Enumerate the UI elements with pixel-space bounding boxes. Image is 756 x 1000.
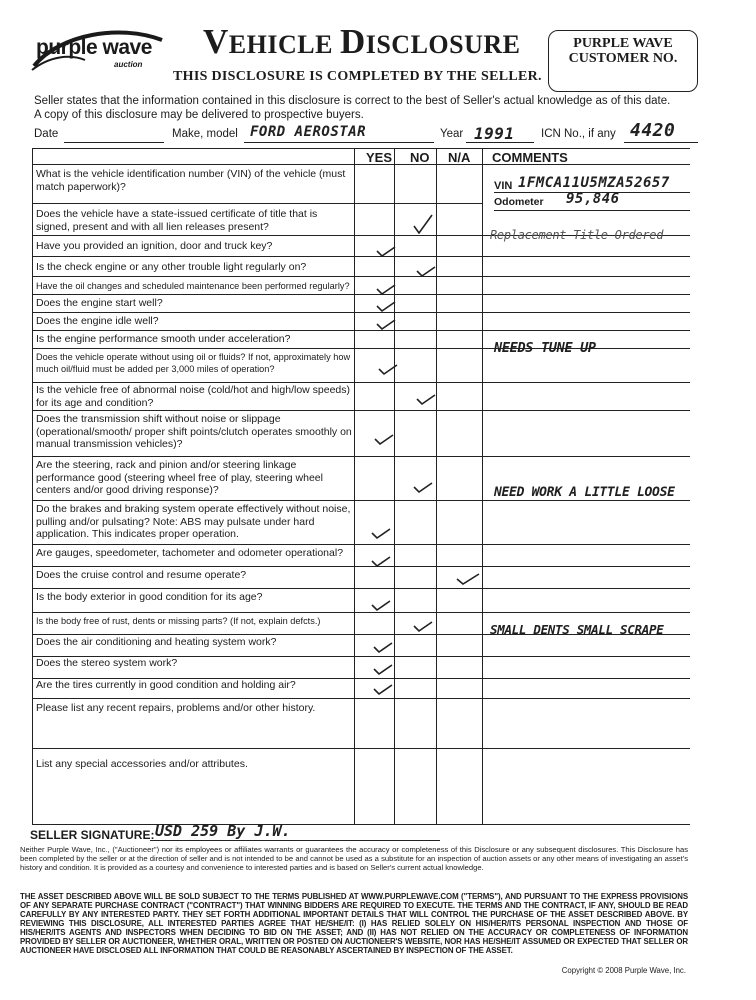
checkmark-icon[interactable] <box>370 598 392 612</box>
vin-value: 1FMCA11U5MZA52657 <box>518 175 670 191</box>
question-rust-dents: Is the body free of rust, dents or missing parts? (If not, explain defcts.) <box>36 616 321 626</box>
header-rule <box>32 164 690 165</box>
question-engine-start: Does the engine start well? <box>36 297 163 309</box>
vin-label: VIN <box>494 180 513 192</box>
checkmark-icon[interactable] <box>375 282 397 296</box>
checkmark-icon[interactable] <box>415 392 437 406</box>
question-engine-performance: Is the engine performance smooth under acceleration? <box>36 333 291 345</box>
checkmark-icon[interactable] <box>412 214 434 228</box>
page-subtitle: THIS DISCLOSURE IS COMPLETED BY THE SELLER. <box>173 69 542 84</box>
question-engine-idle: Does the engine idle well? <box>36 315 159 327</box>
checkmark-icon[interactable] <box>370 526 392 540</box>
icn-field[interactable] <box>624 142 698 143</box>
question-title: Does the vehicle have a state-issued certificate of title that is signed, present and with all lien releases present? <box>36 208 318 233</box>
copyright-text: Copyright © 2008 Purple Wave, Inc. <box>561 966 686 975</box>
column-header-comments: COMMENTS <box>492 150 568 165</box>
question-oil-changes: Have the oil changes and scheduled maintenance been performed regularly? <box>36 281 350 291</box>
logo-text: purple wave <box>36 36 152 59</box>
question-abnormal-noise: Is the vehicle free of abnormal noise (cold/hot and high/low speeds) for its age and condition? <box>36 384 351 409</box>
terms-text: THE ASSET DESCRIBED ABOVE WILL BE SOLD SUBJECT TO THE TERMS PUBLISHED AT WWW.PURPLEWAVE.COM ("TERMS"), AND PURSUANT TO THE EXPRESS PROVISIONS OF ANY SEPARATE PURCHASE CONTRACT ("CONTRACT") THAT WINNING BIDDERS ARE REQUIRED TO EXECUTE. THE TERMS AND THE CONTRACT, IF ANY, SHOULD BE READ CAREFULLY BY ANY INTERESTED PARTY. THEY SET FORTH ADDITIONAL IMPORTANT DETAILS THAT WILL CONTROL THE PURCHASE OF THE ASSET DESCRIBED ABOVE. BY REVIEWING THIS DISCLOSURE, ALL INTERESTED PARTIES AGREE THAT HE/SHE/IT: (I) HAS RELIED SOLELY ON HIS/HER/ITS PERSONAL INSPECTION AND THOSE OF HIS/HER/ITS AGENTS AND INSPECTORS WHEN DECIDING TO BID ON THE ASSET; AND (II) HAS NOT RELIED ON THE ACCURACY OR COMPLETENESS OF INFORMATION PROVIDED BY SELLER OR AUCTIONEER, WHETHER ORAL, WRITTEN OR POSTED ON AUCTIONEER'S WEBSITE, NOR HAS HE/SHE/IT ASSUMED OR EXPECTED THAT SELLER OR AUCTIONEER HAVE DISCLOSED ALL INFORMATION THAT COULD BE REASONABLY ASCERTAINED BY INSPECTION OF THE ASSET. <box>20 892 688 955</box>
question-stereo: Does the stereo system work? <box>36 657 178 669</box>
question-tires: Are the tires currently in good condition and holding air? <box>36 679 296 691</box>
question-cruise-control: Does the cruise control and resume operate? <box>36 569 247 581</box>
checkmark-icon[interactable] <box>370 554 392 568</box>
checkmark-icon[interactable] <box>412 480 434 494</box>
checkmark-icon[interactable] <box>372 682 394 696</box>
table-top-rule <box>32 148 690 149</box>
odometer-label: Odometer <box>494 196 544 208</box>
year-label: Year <box>440 128 464 140</box>
question-brakes: Do the brakes and braking system operate effectively without noise, pulling and/or pulsating? Note: ABS may pulsate under hard application. This indicates proper operation. <box>36 503 351 540</box>
comment-engine-performance: NEEDS TUNE UP <box>494 340 596 356</box>
make-model-field[interactable] <box>244 142 434 143</box>
question-check-engine: Is the check engine or any other trouble light regularly on? <box>36 261 307 273</box>
question-accessories: List any special accessories and/or attributes. <box>36 758 248 770</box>
intro-text: Seller states that the information contained in this disclosure is correct to the best of Seller's actual knowledge as of this date. A copy of this disclosure may be delivered to prospective buyers. <box>34 95 671 121</box>
checkmark-icon[interactable] <box>375 317 397 331</box>
date-label: Date <box>34 128 59 140</box>
checkmark-icon[interactable] <box>455 572 477 586</box>
question-steering: Are the steering, rack and pinion and/or steering linkage performance good (steering wheel free of play, steering wheel centers and/or good driving response)? <box>36 459 323 496</box>
question-vin: What is the vehicle identification number (VIN) of the vehicle (must match paperwork)? <box>36 168 346 193</box>
column-header-na: N/A <box>448 150 471 165</box>
seller-signature-value: USD 259 By J.W. <box>155 822 291 840</box>
question-recent-repairs: Please list any recent repairs, problems and/or other history. <box>36 702 316 714</box>
seller-signature-field[interactable] <box>150 840 440 841</box>
purple-wave-logo <box>30 26 170 76</box>
comment-body-dents: SMALL DENTS SMALL SCRAPE <box>490 622 664 637</box>
checkmark-icon[interactable] <box>415 264 437 278</box>
column-header-yes: YES <box>366 150 393 165</box>
question-keys: Have you provided an ignition, door and truck key? <box>36 240 273 252</box>
question-gauges: Are gauges, speedometer, tachometer and odometer operational? <box>36 547 344 559</box>
icn-value: 4420 <box>630 120 676 141</box>
yes-col-divider <box>354 148 355 824</box>
table-bottom-rule <box>32 824 690 825</box>
logo-subtext: auction <box>114 60 143 69</box>
question-body-exterior: Is the body exterior in good condition for its age? <box>36 591 263 603</box>
question-transmission: Does the transmission shift without noise or slippage (operational/smooth/ proper shift points/clutch operates smoothly on manual transmission vehicles)? <box>36 413 352 450</box>
odometer-value: 95,846 <box>566 191 620 207</box>
seller-signature-label: SELLER SIGNATURE: <box>30 828 155 842</box>
checkmark-icon[interactable] <box>375 244 397 258</box>
column-header-no: NO <box>410 150 430 165</box>
make-model-label: Make, model <box>172 128 238 140</box>
customer-number-box: PURPLE WAVE CUSTOMER NO. <box>548 30 698 92</box>
comments-col-divider <box>482 148 483 824</box>
checkmark-icon[interactable] <box>372 640 394 654</box>
checkmark-icon[interactable] <box>372 662 394 676</box>
comment-title: Replacement Title Ordered <box>490 228 664 242</box>
page-title: VEHICLE DISCLOSURE <box>203 22 521 61</box>
date-field[interactable] <box>64 142 164 143</box>
na-col-divider <box>436 148 437 824</box>
checkmark-icon[interactable] <box>373 432 395 446</box>
make-model-value: FORD AEROSTAR <box>250 124 367 140</box>
question-oil-fluids: Does the vehicle operate without using oil or fluids? If not, approximately how much oil/fluid must be added per 3,000 miles of operation? <box>36 352 351 374</box>
disclaimer-text: Neither Purple Wave, Inc., ("Auctioneer") nor its employees or affiliates warrants or guarantees the accuracy or completeness of this Disclosure or any subsequent disclosures. This Disclosure has been completed by the seller or at the direction of seller and is not intended to be and cannot be used as a substitute for an inspection of auction assets or any other means of investigating an asset's history and condition. It is provided as a courtesy and convenience to interested parties and is based on Seller's current actual knowledge. <box>20 845 688 872</box>
year-value: 1991 <box>474 124 515 143</box>
checkmark-icon[interactable] <box>412 619 434 633</box>
table-border-left <box>32 148 33 824</box>
checkmark-icon[interactable] <box>377 362 399 376</box>
question-air-conditioning: Does the air conditioning and heating system work? <box>36 636 277 648</box>
comment-steering: NEED WORK A LITTLE LOOSE <box>494 485 675 500</box>
icn-label: ICN No., if any <box>541 128 616 140</box>
checkmark-icon[interactable] <box>375 299 397 313</box>
